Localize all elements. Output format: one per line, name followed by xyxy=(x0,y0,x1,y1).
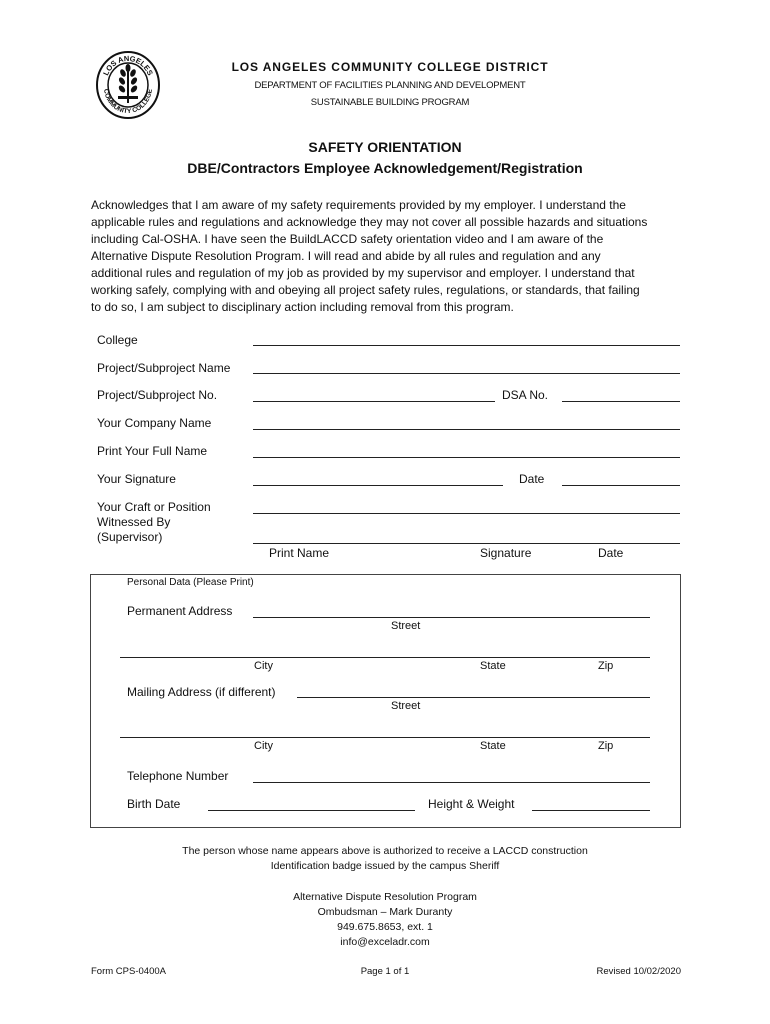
zip-caption: Zip xyxy=(598,660,614,672)
seal-text-bottom: COMMUNITY COLLEGE xyxy=(102,88,154,116)
contact-email: info@exceladr.com xyxy=(340,936,430,948)
project-no-label: Project/Subproject No. xyxy=(97,388,218,402)
personal-data-heading: Personal Data (Please Print) xyxy=(127,577,254,588)
company-label: Your Company Name xyxy=(97,416,212,430)
dsa-no-label: DSA No. xyxy=(502,388,549,402)
contact-phone: 949.675.8653, ext. 1 xyxy=(337,921,433,933)
form-subtitle: DBE/Contractors Employee Acknowledgement/Registration xyxy=(187,160,583,176)
mailing-street-caption: Street xyxy=(391,700,421,712)
mailing-street-field[interactable] xyxy=(297,697,650,698)
form-number: Form CPS-0400A xyxy=(91,966,166,977)
project-name-label: Project/Subproject Name xyxy=(97,361,231,375)
supervisor-label: (Supervisor) xyxy=(97,530,163,544)
birth-date-label: Birth Date xyxy=(127,797,181,811)
contact-ombudsman: Ombudsman – Mark Duranty xyxy=(317,906,453,918)
permanent-address-label: Permanent Address xyxy=(127,604,233,618)
full-name-field[interactable] xyxy=(253,457,680,458)
contact-program: Alternative Dispute Resolution Program xyxy=(293,891,477,903)
mailing-city-caption: City xyxy=(254,740,273,752)
permanent-city-state-zip-field[interactable] xyxy=(120,657,650,658)
date-label: Date xyxy=(519,472,545,486)
city-caption: City xyxy=(254,660,273,672)
college-field[interactable] xyxy=(253,345,680,346)
dsa-no-field[interactable] xyxy=(562,401,680,402)
date-field[interactable] xyxy=(562,485,680,486)
department-name: DEPARTMENT OF FACILITIES PLANNING AND DEVELOPMENT xyxy=(254,80,526,91)
street-caption: Street xyxy=(391,620,421,632)
notice-line-1: The person whose name appears above is authorized to receive a LACCD construction xyxy=(182,845,588,857)
telephone-field[interactable] xyxy=(253,782,650,783)
notice-line-2: Identification badge issued by the campus Sheriff xyxy=(270,860,500,872)
full-name-label: Print Your Full Name xyxy=(97,444,208,458)
project-name-field[interactable] xyxy=(253,373,680,374)
mailing-zip-caption: Zip xyxy=(598,740,614,752)
craft-label: Your Craft or Position xyxy=(97,500,211,514)
witness-field[interactable] xyxy=(253,543,680,544)
org-name: LOS ANGELES COMMUNITY COLLEGE DISTRICT xyxy=(231,60,549,74)
project-no-field[interactable] xyxy=(253,401,495,402)
mailing-state-caption: State xyxy=(480,740,506,752)
signature-caption: Signature xyxy=(480,546,532,560)
revision-date: Revised 10/02/2020 xyxy=(596,966,681,977)
acknowledgement-paragraph: Acknowledges that I am aware of my safety requirements provided by my employer. I understand the applicable rules and regulations and acknowledge they may not cover all possible hazards and situations including Cal-OSHA. I have seen the BuildLACCD safety orientation video and I am aware of the Alternative Dispute Resolution Program. I will read and abide by all rules and regulation and any additional rules and regulation of my job as provided by my supervisor and employer. I understand that working safely, complying with and obeying all project safety rules, regulations, or standards, that failing to do so, I am subject to disciplinary action including removal from this program. xyxy=(91,198,648,314)
company-field[interactable] xyxy=(253,429,680,430)
craft-field[interactable] xyxy=(253,513,680,514)
print-name-caption: Print Name xyxy=(269,546,330,560)
witnessed-label: Witnessed By xyxy=(97,515,171,529)
form-title: SAFETY ORIENTATION xyxy=(308,139,462,155)
height-weight-field[interactable] xyxy=(532,810,650,811)
signature-field[interactable] xyxy=(253,485,503,486)
birth-date-field[interactable] xyxy=(208,810,415,811)
permanent-street-field[interactable] xyxy=(253,617,650,618)
telephone-label: Telephone Number xyxy=(127,769,229,783)
seal-text-top: LOS ANGELES xyxy=(101,53,155,77)
mailing-city-state-zip-field[interactable] xyxy=(120,737,650,738)
laccd-seal-logo xyxy=(96,51,160,119)
state-caption: State xyxy=(480,660,506,672)
mailing-address-label: Mailing Address (if different) xyxy=(127,685,276,699)
college-label: College xyxy=(97,333,138,347)
date-caption: Date xyxy=(598,546,624,560)
signature-label: Your Signature xyxy=(97,472,176,486)
program-name: SUSTAINABLE BUILDING PROGRAM xyxy=(310,97,470,108)
page-number: Page 1 of 1 xyxy=(360,966,410,977)
height-weight-label: Height & Weight xyxy=(428,797,515,811)
